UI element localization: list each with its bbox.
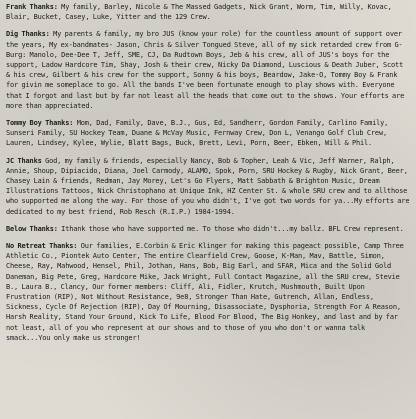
tommy-boy-thanks-heading: Tommy Boy Thanks: bbox=[6, 119, 74, 128]
jc-thanks-section bbox=[6, 156, 410, 217]
no-retreat-thanks-text bbox=[6, 241, 410, 343]
frank-thanks-body: My family, Barley, Nicole & The Massed Gadgets, Nick Grant, Worm, Tim, Willy, Kovac, Blair, Bucket, Casey, Luke, Yitter and the 129 Crew. bbox=[6, 3, 392, 22]
below-thanks-body: Ithank those who have supported me. To those who didn't...my ballz. BFL Crew represent. bbox=[57, 224, 404, 233]
below-thanks-text bbox=[6, 224, 410, 234]
dig-thanks-section bbox=[6, 29, 410, 111]
tommy-boy-thanks-text bbox=[6, 118, 410, 149]
jc-thanks-heading: JC Thanks bbox=[6, 156, 42, 165]
tommy-boy-thanks-body: Mom, Dad, Family, Dave, B.J., Gus, Ed, Sandherr, Gordon Family, Carlino Family, Sunseri Family, SU Hockey Team, Duane & McVay Music, Fernway Crew, Don L, Venango Golf Club Crew, Lauren, Lindsey, Kylee, Wylie, Blatt Bags, Buck, Brett, Levi, Porn, Beer, Ebken, Will & Phil. bbox=[6, 119, 389, 148]
dig-thanks-body: My parents & family, my bro JUS (know your role) for the countless amount of support over the years, My ex-bandmates- Jason, Chris & Silver Tongued Steve, all of my sick retarded crew from G-Burg: Manolo, Dee-Dee T, Jeff, SME, CJ, Da Rudtown Boys, Jeb & his crew, all of JUS's boys for the support, Ladow Hardcore Tim, Shay, Josh & their crew, Nicky Da Diamond, Luscious & Death Juber, Scott & his crew, Gilbert & his crew for the support, Sonny & his boys, Beardow, Jake-O, Tommy Boy & Frank for givin me someplace to go. All the bands I've been fortunate enough to play shows with. Everyone that I forgot and last but by far not least all the heads that come out to the shows. Your efforts are more than appreciated. bbox=[6, 30, 405, 110]
below-thanks-section bbox=[6, 224, 410, 234]
frank-thanks-section bbox=[6, 2, 410, 22]
jc-thanks-text bbox=[6, 156, 410, 217]
dig-thanks-text bbox=[6, 29, 410, 111]
jc-thanks-body: God, my family & friends, especially Nancy, Bob & Topher, Leah & Vic, Jeff Warner, Ralph, Annie, Shoup, Dipiacido, Diana, Joel Carmody, ALAMO, Spok, Porn, SRU Hockey & Rugby, Nick Grant, Beer, Chasey Lain & friends, Redman, Jay Morey, Let's Go Flyers, Matt Sabbath & Brighton Music, Dream Illustrations Tattoos, Nick Christophano at Unique Ink, HZ Center St. & whole SRU crew and to allthose who supported me along the way. For those of you who didn't, I've got two words for ya...My efforts are dedicated to my best friend, Rob Resch (R.I.P.) 1984-1994. bbox=[6, 156, 410, 216]
no-retreat-thanks-section bbox=[6, 241, 410, 343]
tommy-boy-thanks-section bbox=[6, 118, 410, 149]
no-retreat-thanks-body: Our families, E.Corbin & Eric Klinger for making this pageact possible, Camp Three Athletic Co., Piontek Auto Center, The entire Clearfield Crew, Goose, K-Man, Mav, Battle, Simon, Cheese, Ray, Mahwood, Hensel, Phil, Jothan, Hans, Bob, Big Earl, and SFAR, Mica and the Solid Gold Daneman, Big Pete, Greg, Hardcore Mike, Jack Wright, Full Contact Magazine, all the SRU crew, Stevie B., Laura B., Clancy, Our former members: Cliff, Ali, Fidler, Krutch, Mushmouth, Built Upon Frustration (RIP), Not Without Resistance, 9e8, Stronger Than Hate, Gutrench, Allan, Endless, Sickness, Cycle Of Rejection (RIP), Day Of Mourning, Disassociate, Dysphoria, Strength For A Reason, Harsh Reality, Stand Your Ground, Kick To Life, Blood For Blood, The Big Honkey, and last and by far not least, all of you who represent at our shows and to those of you who don't or wanna talk smack...You only make us stronger! bbox=[6, 242, 404, 342]
dig-thanks-heading: Dig Thanks: bbox=[6, 30, 50, 39]
below-thanks-heading: Below Thanks: bbox=[6, 224, 58, 233]
no-retreat-thanks-heading: No Retreat Thanks: bbox=[6, 242, 78, 251]
frank-thanks-heading: Frank Thanks: bbox=[6, 3, 58, 11]
frank-thanks-text bbox=[6, 2, 410, 22]
